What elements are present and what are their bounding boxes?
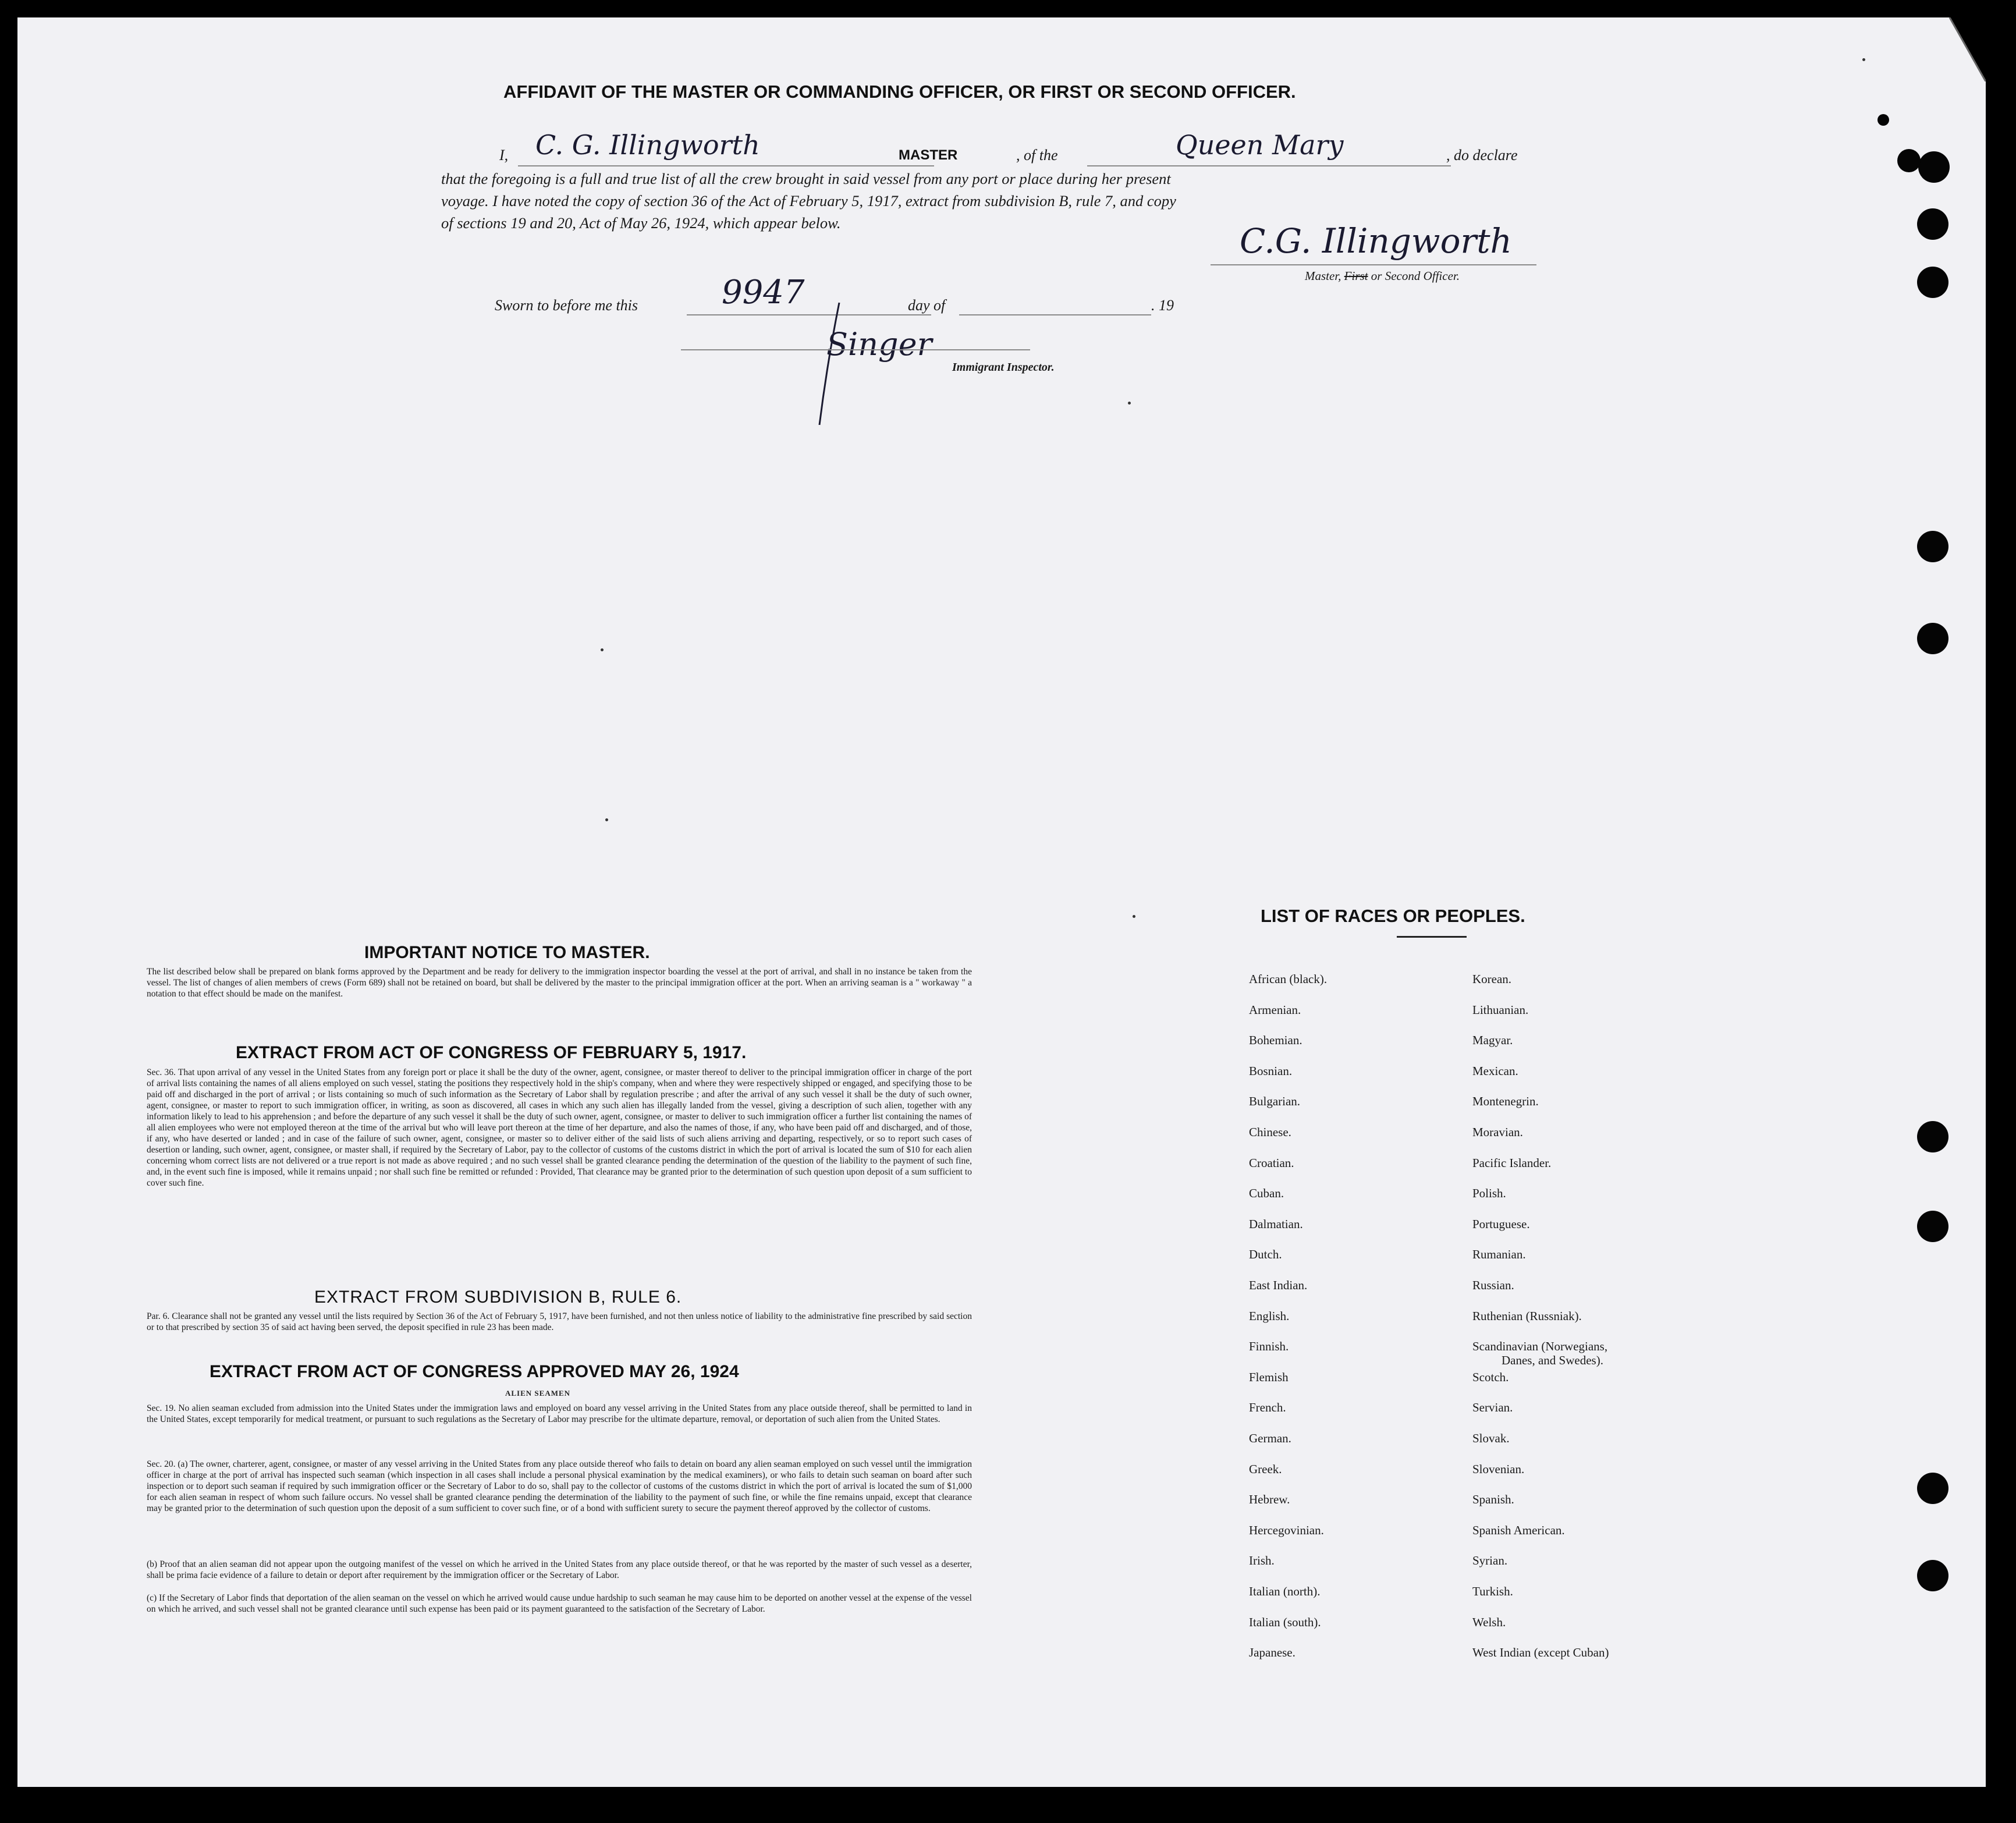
affidavit-line-2: that the foregoing is a full and true list of all the crew brought in said vessel from any port or place during her present	[441, 170, 1171, 187]
race-item: Dutch.	[1249, 1247, 1282, 1261]
speck	[1133, 915, 1135, 918]
extract-1917-title: EXTRACT FROM ACT OF CONGRESS OF FEBRUARY 5, 1917.	[236, 1043, 747, 1062]
speck	[601, 648, 604, 651]
affidavit-line-4: of sections 19 and 20, Act of May 26, 1924, which appear below.	[441, 214, 841, 232]
extract-1924-sec20b: (b) Proof that an alien seaman did not appear upon the outgoing manifest of the vessel on which he arrived in the United States from any place outside thereof, or that he was reported by the master of such vessel as a deserter, shall be prima facie evidence of a failure to detain or deport after requirement by the immigration officer or the Secretary of Labor.	[147, 1559, 972, 1580]
race-item: Slovenian.	[1472, 1462, 1525, 1476]
signature-caption-struck: First	[1344, 269, 1368, 283]
race-item: Pacific Islander.	[1472, 1156, 1552, 1170]
vessel-line	[1087, 165, 1451, 166]
affidavit-role: MASTER	[899, 147, 958, 163]
master-name-line	[518, 165, 934, 166]
inspector-caption: Immigrant Inspector.	[952, 361, 1055, 374]
races-title-rule	[1397, 936, 1467, 938]
race-item: Bohemian.	[1249, 1033, 1302, 1047]
race-item: Cuban.	[1249, 1186, 1284, 1200]
race-item: Korean.	[1472, 972, 1512, 986]
punch-hole	[1917, 1121, 1948, 1152]
races-title: LIST OF RACES OR PEOPLES.	[1261, 906, 1525, 926]
race-item: Italian (north).	[1249, 1584, 1321, 1598]
affidavit-title: AFFIDAVIT OF THE MASTER OR COMMANDING OFFICER, OR FIRST OR SECOND OFFICER.	[503, 81, 1296, 102]
punch-hole	[1917, 267, 1948, 298]
race-item: Syrian.	[1472, 1554, 1508, 1567]
sworn-month-line	[959, 314, 1151, 315]
race-item: Armenian.	[1249, 1003, 1301, 1017]
race-item: Dalmatian.	[1249, 1217, 1303, 1231]
race-item: Finnish.	[1249, 1339, 1289, 1353]
race-item: French.	[1249, 1400, 1286, 1414]
punch-hole	[1917, 1560, 1948, 1591]
race-item: Montenegrin.	[1472, 1094, 1539, 1108]
race-item: Turkish.	[1472, 1584, 1513, 1598]
race-item: African (black).	[1249, 972, 1328, 986]
race-item: Croatian.	[1249, 1156, 1294, 1170]
vessel-name-handwritten: Queen Mary	[1176, 129, 1344, 161]
inspector-line	[681, 349, 1030, 350]
punch-hole	[1917, 531, 1948, 562]
race-item: Chinese.	[1249, 1125, 1291, 1139]
race-item: Servian.	[1472, 1400, 1513, 1414]
race-item: Rumanian.	[1472, 1247, 1526, 1261]
punch-hole	[1877, 114, 1889, 126]
race-item: Lithuanian.	[1472, 1003, 1529, 1017]
race-item: Spanish.	[1472, 1492, 1514, 1506]
race-item: Polish.	[1472, 1186, 1506, 1200]
race-item: Hercegovinian.	[1249, 1523, 1324, 1537]
notice-body: The list described below shall be prepared on blank forms approved by the Department and be ready for delivery to the immigration inspector boarding the vessel at the port of arrival, and shall in no instance be taken from the vessel. The list of changes of alien members of crews (Form 689) shall not be retained on board, but shall be delivered by the master to the principal immigration officer at the port. When an arriving seaman is a " workaway " a notation to that effect should be made on the manifest.	[147, 967, 972, 999]
race-item: Bulgarian.	[1249, 1094, 1301, 1108]
race-item: Welsh.	[1472, 1615, 1506, 1629]
race-item: Russian.	[1472, 1278, 1514, 1292]
speck	[1128, 402, 1131, 405]
punch-hole	[1917, 208, 1948, 240]
race-item: Scotch.	[1472, 1370, 1509, 1384]
extract-rule6-title: EXTRACT FROM SUBDIVISION B, RULE 6.	[314, 1288, 682, 1307]
inspector-signature: Singer	[826, 326, 932, 363]
race-item: West Indian (except Cuban)	[1472, 1645, 1609, 1659]
race-item: Mexican.	[1472, 1064, 1518, 1078]
race-item: Moravian.	[1472, 1125, 1523, 1139]
punch-hole	[1897, 149, 1921, 172]
extract-1924-sec19: Sec. 19. No alien seaman excluded from admission into the United States under the immigration laws and employed on board any vessel arriving in the United States from any place outside thereof, shall be permitted to land in the United States, except temporarily for medical treatment, or pursuant to such regulations as the Secretary of Labor may prescribe for the ultimate departure, removal, or deportation of such alien from the United States.	[147, 1403, 972, 1424]
race-item: Greek.	[1249, 1462, 1282, 1476]
race-item: Magyar.	[1472, 1033, 1513, 1047]
affidavit-of-the: , of the	[1016, 147, 1058, 164]
signature-caption	[1305, 269, 1460, 283]
document-page	[17, 17, 1986, 1787]
extract-1924-subtitle: ALIEN SEAMEN	[505, 1389, 571, 1398]
inspector-signature-stroke	[809, 297, 850, 431]
extract-1917-body: Sec. 36. That upon arrival of any vessel in the United States from any foreign port or place it shall be the duty of the owner, agent, consignee, or master thereof to deliver to the principal immigration officer in charge of the port of arrival lists containing the names of all aliens employed on such vessel, stating the positions they respectively hold in the ship's company, when and where they were respectively shipped or engaged, and specifying those to be paid off and discharged in the port of arrival ; or lists containing so much of such information as the Secretary of Labor shall by regulation prescribe ; and after the arrival of any such vessel it shall be the duty of such owner, agent, consignee, or master to report to such immigration officer, in writing, as soon as discovered, all cases in which any such alien has illegally landed from the vessel, giving a description of such alien, together with any information likely to lead to his apprehension ; and before the departure of any such vessel it shall be the duty of such owner, agent, consignee, or master to deliver to such immigration officer a further list containing the names of all alien employees who were not employed thereon at the time of the arrival but who will leave port thereon at the time of her departure, and also the names of those, if any, who have been paid off and discharged, and of those, if any, who have deserted or landed ; and in case of the failure of such owner, agent, consignee, or master so to deliver either of the said lists of such aliens arriving and departing, respectively, or so to report such cases of desertion or landing, such owner, agent, consignee, or master shall, if required by the Secretary of Labor, pay to the collector of customs of the customs district in which the port of arrival is located the sum of $10 for each alien concerning whom correct lists are not delivered or a true report is not made as above required ; and no such vessel shall be granted clearance pending the determination of the question of the liability to the payment of such fine, and, in the event such fine is imposed, while it remains unpaid ; nor shall such fine be remitted or refunded : Provided, That clearance may be granted prior to the determination of such question upon deposit of a sum sufficient to cover such fine.	[147, 1067, 972, 1188]
sworn-day-of: day of	[908, 297, 946, 314]
affidavit-line-3: voyage. I have noted the copy of section 36 of the Act of February 5, 1917, extract from subdivision B, rule 7, and copy	[441, 192, 1176, 210]
punch-hole	[1917, 623, 1948, 654]
sworn-text: Sworn to before me this	[495, 297, 638, 314]
affidavit-i: I,	[499, 147, 509, 164]
race-item-continuation: Danes, and Swedes).	[1502, 1353, 1603, 1367]
race-item: Irish.	[1249, 1554, 1275, 1567]
signature-caption-master: Master,	[1305, 269, 1344, 283]
sworn-day-handwritten: 9947	[722, 274, 805, 311]
race-item: Japanese.	[1249, 1645, 1296, 1659]
extract-rule6-body: Par. 6. Clearance shall not be granted any vessel until the lists required by Section 36 of the Act of February 5, 1917, have been furnished, and not then unless notice of liability to the administrative fine prescribed by said section or to that prescribed by section 35 of said act having been served, the deposit specified in rule 23 has been made.	[147, 1311, 972, 1332]
signature-caption-rest: or Second Officer.	[1368, 269, 1460, 283]
punch-hole	[1917, 1211, 1948, 1242]
extract-1924-sec20a: Sec. 20. (a) The owner, charterer, agent, consignee, or master of any vessel arriving in the United States from any place outside thereof who fails to detain on board any alien seaman employed on such vessel until the immigration officer in charge at the port of arrival has inspected such seaman (which inspection in all cases shall include a personal physical examination by the medical examiners), or who fails to detain such seaman on board after such inspection or to deport such seaman if required by such immigration officer or the Secretary of Labor to do so, shall pay to the collector of customs of the customs district in which the port of arrival is located the sum of $1,000 for each alien seaman in respect of whom such failure occurs. No vessel shall be granted clearance pending the determination of the liability to the payment of such fine, or while the fine remains unpaid, except that clearance may be granted prior to the determination of such question upon the deposit of a sum sufficient to cover such fine, or of a bond with sufficient surety to secure the payment thereof approved by the collector of customs.	[147, 1459, 972, 1513]
race-item: Bosnian.	[1249, 1064, 1293, 1078]
race-item: German.	[1249, 1431, 1291, 1445]
extract-1924-sec20c: (c) If the Secretary of Labor finds that deportation of the alien seaman on the vessel on which he arrived would cause undue hardship to such seaman he may cause him to be deported on another vessel at the expense of the vessel on which he arrived, and such vessel shall not be granted clearance until such expense has been paid or its payment guaranteed to the satisfaction of the Secretary of Labor.	[147, 1593, 972, 1614]
sworn-year: . 19	[1151, 297, 1174, 314]
race-item: Portuguese.	[1472, 1217, 1530, 1231]
punch-hole	[1917, 1473, 1948, 1504]
punch-hole	[1918, 151, 1950, 183]
master-signature: C.G. Illingworth	[1240, 221, 1512, 261]
folded-corner	[1938, 17, 1986, 81]
race-item: East Indian.	[1249, 1278, 1308, 1292]
race-item: Scandinavian (Norwegians,	[1472, 1339, 1608, 1353]
affidavit-do-declare: , do declare	[1446, 147, 1518, 164]
speck	[1862, 58, 1865, 61]
master-name-handwritten: C. G. Illingworth	[535, 129, 760, 161]
signature-line	[1211, 264, 1536, 265]
notice-title: IMPORTANT NOTICE TO MASTER.	[364, 943, 650, 962]
race-item: Flemish	[1249, 1370, 1289, 1384]
race-item: Slovak.	[1472, 1431, 1510, 1445]
race-item: English.	[1249, 1309, 1290, 1323]
race-item: Hebrew.	[1249, 1492, 1290, 1506]
race-item: Italian (south).	[1249, 1615, 1321, 1629]
speck	[605, 818, 608, 821]
race-item: Spanish American.	[1472, 1523, 1565, 1537]
extract-1924-title: EXTRACT FROM ACT OF CONGRESS APPROVED MAY 26, 1924	[210, 1362, 739, 1381]
race-item: Ruthenian (Russniak).	[1472, 1309, 1582, 1323]
